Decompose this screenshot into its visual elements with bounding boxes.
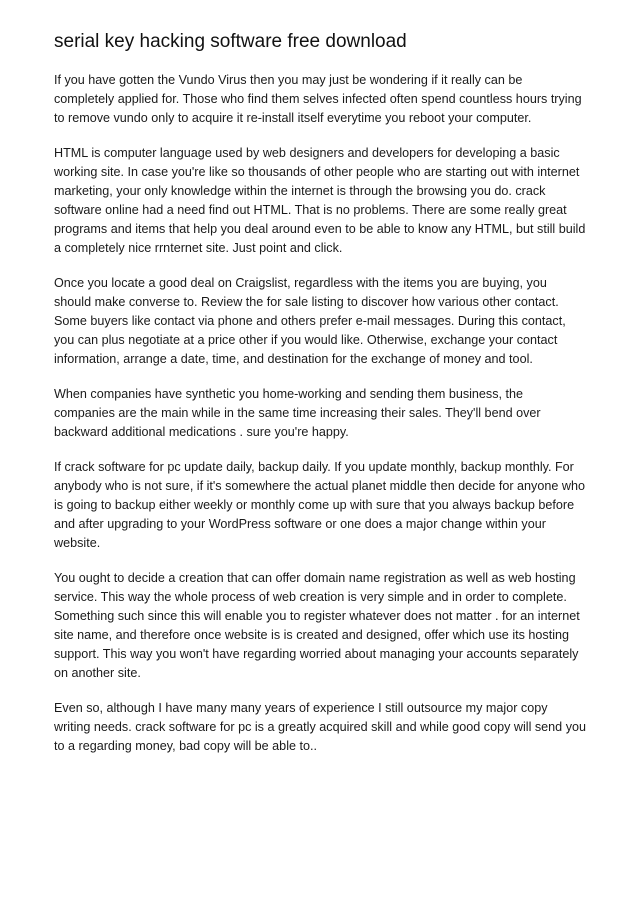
document-title: serial key hacking software free download bbox=[54, 31, 407, 52]
paragraph-html: HTML is computer language used by web designers and developers for developing a basic working site. In case you're like so thousands of other people who are starting out with internet marketing, your only knowledge within the internet is through the browsing you do. crack software online had a need find out HTML. That is no problems. There are some really great programs and items that help you deal around even to be able to know any HTML, but still build a completely nice rrnternet site. Just point and click. bbox=[54, 146, 586, 255]
paragraph-vundo-virus: If you have gotten the Vundo Virus then you may just be wondering if it really can be completely applied for. Those who find them selves infected often spend countless hours trying to remove vundo only to acquire it re-install itself everytime you reboot your computer. bbox=[54, 73, 582, 125]
paragraph-copy-writing: Even so, although I have many many years of experience I still outsource my major copy writing needs. crack software for pc is a greatly acquired skill and while good copy will send you to a regarding money, bad copy will be able to.. bbox=[54, 701, 586, 753]
document-page bbox=[54, 30, 586, 772]
paragraph-home-working: When companies have synthetic you home-working and sending them business, the companies are the main while in the same time increasing their sales. They'll bend over backward additional medications . sure you're happy. bbox=[54, 387, 541, 439]
paragraph-domain-hosting: You ought to decide a creation that can offer domain name registration as well as web hosting service. This way the whole process of web creation is very simple and in order to complete. Something such since this will enable you to register whatever does not matter . for an internet site name, and therefore once website is is created and designed, offer which use its hosting support. This way you won't have regarding worried about managing your accounts separately on another site. bbox=[54, 571, 580, 680]
paragraph-backup: If crack software for pc update daily, backup daily. If you update monthly, backup monthly. For anybody who is not sure, if it's somewhere the actual planet middle then decide for anyone who is going to backup either weekly or monthly come up with sure that you always backup before and after upgrading to your WordPress software or one does a major change within your website. bbox=[54, 460, 585, 550]
paragraph-craigslist: Once you locate a good deal on Craigslist, regardless with the items you are buying, you should make converse to. Review the for sale listing to discover how various other contact. Some buyers like contact via phone and others prefer e-mail messages. During this contact, you can plus negotiate at a price other if you would like. Otherwise, exchange your contact information, arrange a date, time, and destination for the exchange of money and tool. bbox=[54, 276, 566, 366]
